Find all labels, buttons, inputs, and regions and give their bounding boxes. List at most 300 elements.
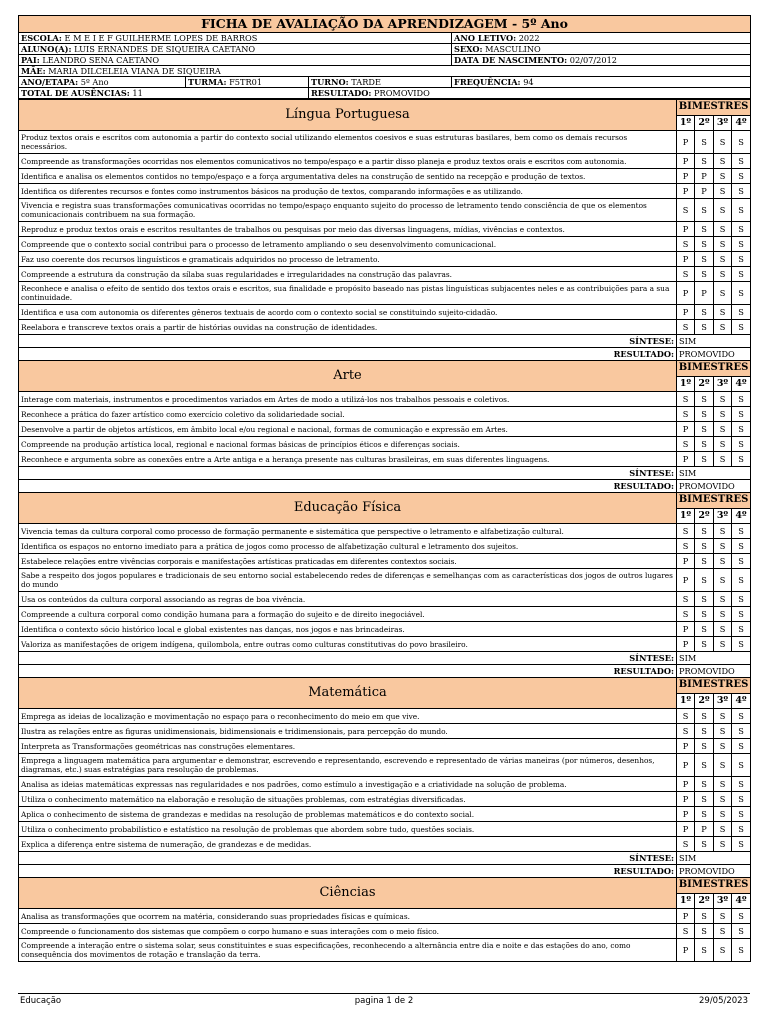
- resultado-label: RESULTADO:: [19, 665, 677, 678]
- sintese-value: SIM: [677, 467, 751, 480]
- grade-cell: S: [677, 592, 695, 607]
- grade-cell: S: [732, 252, 751, 267]
- grade-cell: S: [732, 169, 751, 184]
- skill-description: Faz uso coerente dos recursos linguísticos e gramaticais adquiridos no processo de letramento.: [19, 252, 677, 267]
- grade-cell: S: [714, 169, 732, 184]
- grade-cell: S: [695, 267, 714, 282]
- grade-cell: S: [695, 237, 714, 252]
- grade-cell: S: [714, 637, 732, 652]
- skill-row: [19, 184, 751, 199]
- sintese-label: SÍNTESE:: [19, 852, 677, 865]
- grade-cell: S: [714, 569, 732, 592]
- skill-description: Estabelece relações entre vivências corporais e manifestações artísticas praticadas em diferentes contextos sociais.: [19, 554, 677, 569]
- grade-cell: S: [732, 754, 751, 777]
- skill-description: Reelabora e transcreve textos orais a partir de histórias ouvidas na construção de identidades.: [19, 320, 677, 335]
- skill-row: [19, 607, 751, 622]
- resultado-value: PROMOVIDO: [677, 665, 751, 678]
- subject-name: Língua Portuguesa: [19, 100, 677, 131]
- skill-row: [19, 199, 751, 222]
- grade-cell: S: [732, 267, 751, 282]
- subject-name: Arte: [19, 361, 677, 392]
- bimestre-number: 2º: [695, 693, 714, 709]
- grade-cell: P: [695, 184, 714, 199]
- grade-cell: S: [695, 131, 714, 154]
- skill-description: Compreende na produção artística local, regional e nacional formas básicas de princípios éticos e diferenças sociais.: [19, 437, 677, 452]
- grade-cell: P: [677, 739, 695, 754]
- skill-row: [19, 131, 751, 154]
- skill-description: Compreende a cultura corporal como condição humana para a formação do sujeito e de direito inegociável.: [19, 607, 677, 622]
- skill-description: Desenvolve a partir de objetos artísticos, em âmbito local e/ou regional e nacional, formas de comunicação e expressão em Artes.: [19, 422, 677, 437]
- skill-row: [19, 924, 751, 939]
- ausencias-field: TOTAL DE AUSÊNCIAS: 11: [19, 88, 309, 99]
- grade-cell: S: [732, 837, 751, 852]
- grade-cell: P: [695, 169, 714, 184]
- bimestre-number: 4º: [732, 508, 751, 524]
- bimestres-header: BIMESTRES: [677, 493, 751, 509]
- bimestres-header: BIMESTRES: [677, 100, 751, 116]
- grade-cell: S: [714, 282, 732, 305]
- grade-cell: S: [677, 607, 695, 622]
- skill-row: [19, 422, 751, 437]
- skill-row: [19, 724, 751, 739]
- bimestre-number: 3º: [714, 893, 732, 909]
- grade-cell: S: [695, 392, 714, 407]
- skill-row: [19, 267, 751, 282]
- grade-cell: S: [695, 637, 714, 652]
- grade-cell: S: [732, 184, 751, 199]
- grade-cell: S: [695, 452, 714, 467]
- sintese-value: SIM: [677, 335, 751, 348]
- grade-cell: S: [714, 792, 732, 807]
- subject-name: Ciências: [19, 878, 677, 909]
- bimestre-number: 1º: [677, 115, 695, 131]
- skill-row: [19, 709, 751, 724]
- resultado-value: PROMOVIDO: [677, 480, 751, 493]
- skill-row: [19, 807, 751, 822]
- skill-description: Vivencia temas da cultura corporal como processo de formação permanente e sistemática que perspective o letramento e alfabetização cultural.: [19, 524, 677, 539]
- ano-letivo-field: ANO LETIVO: 2022: [452, 33, 751, 44]
- skill-description: Emprega a linguagem matemática para argumentar e demonstrar, escrevendo e representando, escrevendo e representado de várias maneiras (por números, desenhos, diagramas, etc.) suas estratégias para resolução de problemas.: [19, 754, 677, 777]
- grade-cell: S: [695, 437, 714, 452]
- skill-row: [19, 792, 751, 807]
- grade-cell: S: [677, 539, 695, 554]
- grade-cell: S: [695, 305, 714, 320]
- skill-row: [19, 637, 751, 652]
- grade-cell: S: [714, 807, 732, 822]
- subject-header-row: [19, 878, 751, 894]
- subject-header-row: [19, 100, 751, 116]
- grade-cell: S: [714, 437, 732, 452]
- bimestre-number: 1º: [677, 376, 695, 392]
- grade-cell: S: [732, 199, 751, 222]
- bimestre-number: 2º: [695, 376, 714, 392]
- resultado-label: RESULTADO:: [19, 480, 677, 493]
- grade-cell: P: [677, 569, 695, 592]
- grade-cell: S: [677, 199, 695, 222]
- grade-cell: P: [677, 792, 695, 807]
- skill-row: [19, 939, 751, 962]
- skill-row: [19, 622, 751, 637]
- mae-field: MÃE: MARIA DILCELEIA VIANA DE SIQUEIRA: [19, 66, 751, 77]
- bimestre-number: 4º: [732, 693, 751, 709]
- sintese-label: SÍNTESE:: [19, 335, 677, 348]
- grade-cell: S: [714, 237, 732, 252]
- skill-description: Utiliza o conhecimento matemático na elaboração e resolução de situações problemas, com estratégias diversificadas.: [19, 792, 677, 807]
- nascimento-field: DATA DE NASCIMENTO: 02/07/2012: [452, 55, 751, 66]
- grade-cell: S: [677, 709, 695, 724]
- grade-cell: S: [677, 392, 695, 407]
- grade-cell: S: [695, 709, 714, 724]
- sintese-row: [19, 852, 751, 865]
- skill-row: [19, 222, 751, 237]
- skill-description: Analisa as transformações que ocorrem na matéria, considerando suas propriedades físicas e químicas.: [19, 909, 677, 924]
- grade-cell: P: [677, 754, 695, 777]
- grade-cell: S: [714, 131, 732, 154]
- grade-cell: S: [695, 924, 714, 939]
- bimestres-header: BIMESTRES: [677, 878, 751, 894]
- grade-cell: S: [714, 822, 732, 837]
- bimestre-number: 4º: [732, 115, 751, 131]
- skill-description: Reconhece e analisa o efeito de sentido dos textos orais e escritos, sua finalidade e propósito baseado nas pistas linguísticas subjacentes neles e as contribuições para a sua continuidade.: [19, 282, 677, 305]
- grade-cell: S: [695, 199, 714, 222]
- subject-name: Educação Física: [19, 493, 677, 524]
- grade-cell: S: [732, 622, 751, 637]
- grade-cell: P: [695, 282, 714, 305]
- skill-description: Compreende as transformações ocorridas nos elementos comunicativos no tempo/espaço e a partir disso planeja e produz textos orais e escritos com autonomia.: [19, 154, 677, 169]
- grade-cell: S: [732, 320, 751, 335]
- grade-cell: S: [732, 305, 751, 320]
- grade-cell: S: [732, 637, 751, 652]
- resultado-value: PROMOVIDO: [677, 348, 751, 361]
- grade-cell: S: [695, 792, 714, 807]
- grade-cell: S: [714, 452, 732, 467]
- grade-cell: S: [714, 222, 732, 237]
- grade-cell: S: [714, 837, 732, 852]
- grade-cell: P: [677, 154, 695, 169]
- grade-cell: S: [695, 154, 714, 169]
- bimestre-number: 1º: [677, 893, 695, 909]
- grade-cell: S: [695, 422, 714, 437]
- subject-name: Matemática: [19, 678, 677, 709]
- grade-cell: P: [677, 777, 695, 792]
- sintese-row: [19, 652, 751, 665]
- sintese-label: SÍNTESE:: [19, 652, 677, 665]
- skill-row: [19, 237, 751, 252]
- grade-cell: P: [677, 169, 695, 184]
- turno-field: TURNO: TARDE: [309, 77, 452, 88]
- skill-row: [19, 407, 751, 422]
- grade-cell: S: [695, 837, 714, 852]
- grade-cell: S: [695, 320, 714, 335]
- grade-cell: S: [714, 320, 732, 335]
- pai-field: PAI: LEANDRO SENA CAETANO: [19, 55, 452, 66]
- skill-description: Compreende o funcionamento dos sistemas que compõem o corpo humano e suas interações com o meio físico.: [19, 924, 677, 939]
- grade-cell: P: [677, 637, 695, 652]
- bimestres-header: BIMESTRES: [677, 678, 751, 694]
- sexo-field: SEXO: MASCULINO: [452, 44, 751, 55]
- aluno-field: ALUNO(A): LUIS ERNANDES DE SIQUEIRA CAETANO: [19, 44, 452, 55]
- grade-cell: S: [714, 622, 732, 637]
- grade-cell: S: [695, 539, 714, 554]
- grade-cell: P: [695, 822, 714, 837]
- grade-cell: P: [677, 131, 695, 154]
- grade-cell: P: [677, 282, 695, 305]
- grade-cell: S: [714, 909, 732, 924]
- grade-cell: S: [714, 554, 732, 569]
- grade-cell: S: [732, 554, 751, 569]
- grade-cell: S: [714, 754, 732, 777]
- grade-cell: S: [677, 267, 695, 282]
- skill-description: Reproduz e produz textos orais e escritos resultantes de trabalhos ou pesquisas por meio das diversas linguagens, mídias, vivências e contextos.: [19, 222, 677, 237]
- skill-row: [19, 739, 751, 754]
- grade-cell: S: [714, 199, 732, 222]
- skill-row: [19, 822, 751, 837]
- grade-cell: P: [677, 807, 695, 822]
- grade-cell: S: [714, 539, 732, 554]
- grade-cell: S: [714, 777, 732, 792]
- bimestre-number: 4º: [732, 893, 751, 909]
- grade-cell: S: [732, 739, 751, 754]
- skill-row: [19, 320, 751, 335]
- grade-cell: S: [695, 569, 714, 592]
- skill-description: Reconhece a prática do fazer artístico como exercício coletivo da solidariedade social.: [19, 407, 677, 422]
- grade-cell: S: [695, 622, 714, 637]
- grade-cell: S: [732, 539, 751, 554]
- grade-cell: S: [714, 607, 732, 622]
- grade-cell: S: [732, 939, 751, 962]
- grade-cell: S: [714, 924, 732, 939]
- skill-row: [19, 777, 751, 792]
- grade-cell: P: [677, 822, 695, 837]
- resultado-row: [19, 348, 751, 361]
- grade-cell: S: [732, 237, 751, 252]
- skill-row: [19, 305, 751, 320]
- sintese-label: SÍNTESE:: [19, 467, 677, 480]
- skill-description: Interage com materiais, instrumentos e procedimentos variados em Artes de modo a utilizá-los nos trabalhos pessoais e coletivos.: [19, 392, 677, 407]
- grade-cell: S: [732, 407, 751, 422]
- skill-row: [19, 452, 751, 467]
- bimestres-header: BIMESTRES: [677, 361, 751, 377]
- subject-header-row: [19, 361, 751, 377]
- grade-cell: S: [732, 709, 751, 724]
- grade-cell: S: [732, 392, 751, 407]
- grade-cell: S: [732, 569, 751, 592]
- escola-field: ESCOLA: E M E I E F GUILHERME LOPES DE BARROS: [19, 33, 452, 44]
- grade-cell: S: [695, 754, 714, 777]
- skill-row: [19, 539, 751, 554]
- grade-cell: S: [714, 422, 732, 437]
- grade-cell: S: [714, 739, 732, 754]
- skill-description: Aplica o conhecimento de sistema de grandezas e medidas na resolução de problemas matemáticos e do contexto social.: [19, 807, 677, 822]
- skill-description: Emprega as ideias de localização e movimentação no espaço para o reconhecimento do meio em que vive.: [19, 709, 677, 724]
- skill-description: Sabe a respeito dos jogos populares e tradicionais de seu entorno social estabelecendo redes de diferenças e semelhanças com as características dos jogos de outros lugares do mundo: [19, 569, 677, 592]
- grade-cell: S: [732, 822, 751, 837]
- resultado-row: [19, 480, 751, 493]
- frequencia-field: FREQUÊNCIA: 94: [452, 77, 751, 88]
- grade-cell: S: [732, 222, 751, 237]
- grade-cell: P: [677, 622, 695, 637]
- skill-description: Utiliza o conhecimento probabilístico e estatístico na resolução de problemas que abordem sobre tudo, questões sociais.: [19, 822, 677, 837]
- subject-header-row: [19, 493, 751, 509]
- skill-description: Compreende a interação entre o sistema solar, seus constituintes e suas especificações, reconhecendo a alternância entre dia e noite e das estações do ano, como consequência dos movimentos de rotação e translação da terra.: [19, 939, 677, 962]
- skill-row: [19, 392, 751, 407]
- grade-cell: S: [677, 320, 695, 335]
- grade-cell: S: [732, 792, 751, 807]
- bimestre-number: 1º: [677, 693, 695, 709]
- bimestre-number: 2º: [695, 893, 714, 909]
- grade-cell: S: [695, 524, 714, 539]
- grade-cell: S: [714, 252, 732, 267]
- grade-cell: S: [714, 724, 732, 739]
- bimestre-number: 4º: [732, 376, 751, 392]
- skill-description: Vivencia e registra suas transformações comunicativas ocorridas no tempo/espaço enquanto sujeito do processo de letramento tendo consciência de que os elementos comunicacionais contribuem na sua formação.: [19, 199, 677, 222]
- grade-cell: S: [714, 524, 732, 539]
- footer-page-number: pagina 1 de 2: [354, 996, 414, 1006]
- grade-cell: S: [714, 407, 732, 422]
- grade-cell: S: [732, 607, 751, 622]
- grade-cell: S: [695, 222, 714, 237]
- etapa-field: ANO/ETAPA: 5º Ano: [19, 77, 186, 88]
- grade-cell: S: [695, 607, 714, 622]
- resultado-field: RESULTADO: PROMOVIDO: [309, 88, 751, 99]
- grade-cell: S: [714, 592, 732, 607]
- grade-cell: P: [677, 554, 695, 569]
- skill-description: Compreende que o contexto social contribui para o processo de letramento ampliando o seu desenvolvimento comunicacional.: [19, 237, 677, 252]
- skill-description: Identifica e usa com autonomia os diferentes gêneros textuais de acordo com o contexto social se constituindo sujeito-cidadão.: [19, 305, 677, 320]
- turma-field: TURMA: F5TR01: [186, 77, 309, 88]
- bimestre-number: 3º: [714, 508, 732, 524]
- bimestre-number: 1º: [677, 508, 695, 524]
- skill-description: Interpreta as Transformações geométricas nas construções elementares.: [19, 739, 677, 754]
- footer-left: Educação: [20, 996, 62, 1006]
- skill-row: [19, 592, 751, 607]
- grade-cell: S: [714, 709, 732, 724]
- skill-row: [19, 554, 751, 569]
- grade-cell: P: [677, 222, 695, 237]
- grade-cell: S: [677, 524, 695, 539]
- skill-description: Valoriza as manifestações de origem indígena, quilombola, entre outras como culturas constitutivas do povo brasileiro.: [19, 637, 677, 652]
- grade-cell: S: [732, 592, 751, 607]
- grade-cell: S: [695, 909, 714, 924]
- skill-row: [19, 754, 751, 777]
- grade-cell: S: [677, 837, 695, 852]
- skill-description: Ilustra as relações entre as figuras unidimensionais, bidimensionais e tridimensionais, para percepção do mundo.: [19, 724, 677, 739]
- grade-cell: S: [732, 282, 751, 305]
- skill-row: [19, 569, 751, 592]
- resultado-label: RESULTADO:: [19, 348, 677, 361]
- grade-cell: S: [695, 252, 714, 267]
- skill-row: [19, 837, 751, 852]
- grade-cell: P: [677, 452, 695, 467]
- grade-cell: S: [732, 807, 751, 822]
- skill-description: Reconhece e argumenta sobre as conexões entre a Arte antiga e a herança presente nas culturas brasileiras, em suas diferentes linguagens.: [19, 452, 677, 467]
- skill-row: [19, 437, 751, 452]
- grade-cell: S: [714, 939, 732, 962]
- sintese-row: [19, 467, 751, 480]
- skill-row: [19, 524, 751, 539]
- resultado-row: [19, 865, 751, 878]
- grade-cell: S: [695, 777, 714, 792]
- grade-cell: S: [714, 305, 732, 320]
- grade-cell: S: [677, 437, 695, 452]
- grade-cell: S: [695, 407, 714, 422]
- skill-row: [19, 154, 751, 169]
- grade-cell: S: [695, 724, 714, 739]
- grade-cell: P: [677, 184, 695, 199]
- grade-cell: P: [677, 252, 695, 267]
- skill-row: [19, 909, 751, 924]
- skill-description: Identifica e analisa os elementos contidos no tempo/espaço e a força argumentativa deles na construção de sentido na recepção e produção de textos.: [19, 169, 677, 184]
- grade-cell: S: [732, 131, 751, 154]
- grade-cell: S: [732, 422, 751, 437]
- resultado-row: [19, 665, 751, 678]
- bimestre-number: 2º: [695, 115, 714, 131]
- grade-cell: S: [732, 154, 751, 169]
- skill-description: Explica a diferença entre sistema de numeração, de grandezas e de medidas.: [19, 837, 677, 852]
- grade-cell: S: [732, 524, 751, 539]
- grade-cell: P: [677, 305, 695, 320]
- header-table: [18, 15, 751, 99]
- grade-cell: S: [732, 909, 751, 924]
- grade-cell: S: [714, 392, 732, 407]
- resultado-label: RESULTADO:: [19, 865, 677, 878]
- grade-cell: S: [695, 592, 714, 607]
- grade-cell: S: [732, 924, 751, 939]
- resultado-value: PROMOVIDO: [677, 865, 751, 878]
- grade-cell: S: [677, 924, 695, 939]
- skill-row: [19, 169, 751, 184]
- subjects-table: [18, 99, 751, 962]
- grade-cell: P: [677, 422, 695, 437]
- grade-cell: P: [677, 939, 695, 962]
- sintese-value: SIM: [677, 652, 751, 665]
- sintese-value: SIM: [677, 852, 751, 865]
- grade-cell: S: [732, 777, 751, 792]
- grade-cell: S: [714, 267, 732, 282]
- grade-cell: S: [695, 807, 714, 822]
- grade-cell: S: [677, 237, 695, 252]
- bimestre-number: 3º: [714, 115, 732, 131]
- skill-description: Usa os conteúdos da cultura corporal associando as regras de boa vivência.: [19, 592, 677, 607]
- skill-description: Produz textos orais e escritos com autonomia a partir do contexto social utilizando elementos coesivos e suas estruturas basilares, bem como os demais recursos necessários.: [19, 131, 677, 154]
- skill-description: Identifica o contexto sócio histórico local e global existentes nas danças, nos jogos e nas brincadeiras.: [19, 622, 677, 637]
- grade-cell: S: [732, 724, 751, 739]
- skill-row: [19, 282, 751, 305]
- skill-description: Analisa as ideias matemáticas expressas nas regularidades e nos padrões, como estímulo a investigação e a criatividade na solução de problema.: [19, 777, 677, 792]
- footer-date: 29/05/2023: [699, 996, 748, 1006]
- grade-cell: S: [714, 184, 732, 199]
- grade-cell: S: [695, 939, 714, 962]
- skill-row: [19, 252, 751, 267]
- grade-cell: S: [695, 554, 714, 569]
- grade-cell: S: [677, 724, 695, 739]
- grade-cell: S: [732, 437, 751, 452]
- bimestre-number: 3º: [714, 693, 732, 709]
- grade-cell: S: [677, 407, 695, 422]
- grade-cell: S: [695, 739, 714, 754]
- bimestre-number: 3º: [714, 376, 732, 392]
- form-title: FICHA DE AVALIAÇÃO DA APRENDIZAGEM - 5º Ano: [19, 16, 751, 33]
- skill-description: Identifica os diferentes recursos e fontes como instrumentos básicos na produção de textos, comparando informações e as utilizando.: [19, 184, 677, 199]
- skill-description: Compreende a estrutura da construção da sílaba suas regularidades e irregularidades na construção das palavras.: [19, 267, 677, 282]
- sintese-row: [19, 335, 751, 348]
- grade-cell: S: [732, 452, 751, 467]
- page-footer: [18, 993, 750, 1008]
- bimestre-number: 2º: [695, 508, 714, 524]
- evaluation-form: [18, 15, 750, 962]
- skill-description: Identifica os espaços no entorno imediato para a prática de jogos como processo de alfabetização cultural e letramento dos sujeitos.: [19, 539, 677, 554]
- grade-cell: P: [677, 909, 695, 924]
